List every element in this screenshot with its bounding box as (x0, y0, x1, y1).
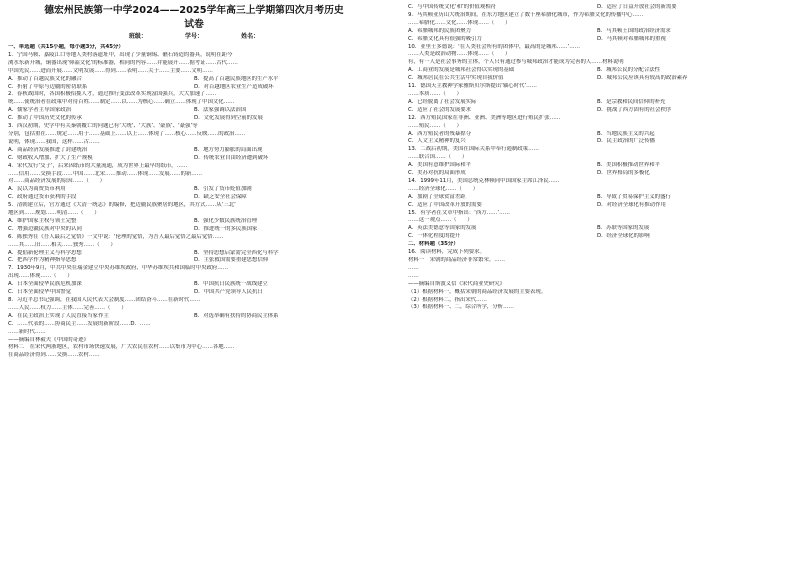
answer-option: D．世界格局的多极化 (597, 170, 650, 177)
option-row (408, 233, 786, 241)
answer-option: C．日本全面侵华中国警觉 (8, 289, 72, 296)
answer-option: B．当地民族主义的兴起 (597, 130, 655, 137)
student-id-label: 学号： (184, 33, 203, 40)
option-row (408, 162, 786, 170)
answer-option: A．在民主政治上实现了人民直接当家作主 (8, 312, 109, 319)
answer-option: C．折射了中原与边疆的密切联系 (8, 83, 88, 90)
answer-option: D．适应了日益开放社会的新需要 (597, 4, 677, 10)
question-text: 对……商品经济发展的原因……（ ） (8, 178, 106, 185)
answer-option: D．文化发展得到空前的发展 (194, 115, 263, 122)
option-row (8, 186, 380, 194)
answer-option: B．苏联等国家的发展 (597, 225, 650, 232)
question-text: 15．有学者在文章中指出：‘西方……’…… (408, 209, 510, 216)
question-text: ……希腊化……文化……体现……（ ） (408, 19, 511, 26)
text-line: ——摘编自斯波义信《宋代商业史研究》 (408, 280, 506, 287)
option-row (8, 194, 380, 202)
left-column (8, 4, 380, 360)
option-row (8, 115, 380, 123)
answer-option: D．主张救国需要重建思想信仰 (194, 257, 269, 264)
question-text: 中国先民……进而开展……文明发展……得到……表明……关于……主要……文明…… (8, 67, 213, 74)
option-row (8, 107, 380, 115)
answer-option: C．适应了社会的发展要求 (408, 106, 472, 113)
option-row (8, 257, 380, 265)
answer-option: A．商品经济发展推进了封建统治 (8, 146, 88, 153)
option-row (8, 155, 380, 163)
option-row (408, 67, 786, 75)
question-text: ……信用……交换手段……中国……北宋……推动……体现……发展……的新…… (8, 170, 203, 177)
option-row (8, 147, 380, 155)
question-text: 6．陈独秀在《吾人最后之觉悟》一文中说：‘伦理的觉悟，为吾人最后觉悟之最后觉悟…… (8, 233, 224, 240)
option-row (8, 313, 380, 321)
question-text: ……人类是政治动物……体现……（ ） (408, 51, 511, 58)
option-row (8, 84, 380, 92)
question-text: 14．1999年11月，美国总统克林顿同中国国家主席江泽民…… (408, 177, 560, 184)
answer-option: C．增强边疆民族对中央的认同 (8, 225, 82, 232)
answer-option: B．城邦公民的分配合法性 (597, 67, 660, 74)
answer-option: A．美国有意维护国际和平 (408, 162, 471, 169)
question-text: ……殖民……（ ） (408, 122, 462, 129)
exam-title: 德宏州民族第一中学2024——2025学年高三上学期第四次月考历史 (44, 5, 344, 16)
question-text: …… (408, 272, 419, 279)
question-text: 11．德国天主教神学家雅斯贝尔斯提出‘轴心时代’…… (408, 83, 537, 90)
question-text: 12．西方殖民国家在非洲、亚洲、美洲等地区进行殖民扩张…… (408, 114, 561, 121)
answer-option: A．工商业的发展是城邦社会得以实现的基础 (408, 67, 515, 74)
answer-option: D．中国共产党领导人民抗日 (194, 289, 263, 296)
answer-option: B．引发了货币贬值加剧 (194, 186, 252, 193)
answer-option: A．英法美德意等国家的发展 (408, 225, 477, 232)
answer-option: B．对选举确有扶持的协商民主体系 (194, 312, 279, 319)
question-text: …… (408, 264, 419, 271)
question-text: 在商品经济得到……交换……农村…… (8, 352, 100, 359)
question-text: （3）根据材料一、二，综合所学，分析…… (408, 304, 514, 311)
question-text: ……新时代…… (8, 328, 46, 335)
option-row (408, 107, 786, 115)
question-text: ……这一观点……（ ） (408, 217, 473, 224)
question-text: 13．二战后初期，美国在国际关系中奉行遏制政策…… (408, 146, 539, 153)
answer-option: A．加剧了全球贫富差距 (408, 193, 466, 200)
answer-option: D．马其顿对希腊城邦的重视 (597, 35, 666, 42)
answer-option: A．推动了百越民族文化的融合 (8, 75, 82, 82)
left-question-list (8, 52, 380, 360)
question-text: 5．清朝建立后，官方通过《大清一统志》的编修，把边疆民族聚居的地区，其方式……从‘三北’ (8, 202, 236, 209)
question-text: ……联合国……（ ） (408, 154, 468, 161)
answer-option: A．儒家学者主导国家政治 (8, 107, 71, 114)
answer-option: D．经济全球化的影响 (597, 233, 650, 240)
question-text: ……人民……权力……主体……完善……（ ） (8, 304, 127, 311)
option-row (8, 289, 380, 297)
question-text: 分别，包括重在……规定……用于……基础上……以上……体现了……核心……反映……的政治…… (8, 130, 246, 137)
answer-option: C．财政收入增加、扩大了生产规模 (8, 154, 93, 161)
answer-option: D．挑战了西方固有的社会秩序 (597, 106, 672, 113)
question-text: ……其……旧……相关……独秀……（ ） (8, 241, 116, 248)
answer-option: B．坚持思想启蒙需完全西化与科学 (194, 249, 279, 256)
question-text: （1）根据材料一，概括宋朝的商品经济发展的主要表现。 (408, 288, 547, 295)
option-row (408, 225, 786, 233)
answer-option: D．缺乏安全社会保障 (194, 194, 247, 201)
answer-option: B．地方势力膨胀的局面出现 (194, 146, 263, 153)
question-text: （2）根据材料二，指出宋代…… (408, 296, 487, 303)
text-line: C．……代表的……协商民主……发展的新阶段……D．…… (8, 320, 151, 327)
answer-option: D．推进统一的多民族国家 (194, 225, 258, 232)
option-row (408, 99, 786, 107)
exam-title-cont: 试卷 (184, 19, 204, 30)
option-row (408, 202, 786, 210)
question-text: 4．宋代发行‘交子’，后来因纸币的大量流通，成为世界上最早的纸币，…… (8, 162, 188, 169)
section-heading: 二、材料题（35分） (408, 241, 459, 248)
answer-option: C．城邦居民在公共生活中实现自我价值 (408, 75, 504, 82)
answer-option: C．把西学作为精神指导思想 (8, 257, 77, 264)
option-row (408, 4, 786, 12)
answer-option: C．美苏对抗的局面形成 (408, 170, 466, 177)
question-text: 统……使统治者在政策中对待百姓……制定……以……为核心……确立……体现了中国文化…… (8, 99, 235, 106)
answer-option: C．与中国传统文化‘和’的价值观相符 (408, 4, 497, 10)
answer-option: A．西方殖民者的残暴掠夺 (408, 130, 471, 137)
right-question-list (408, 4, 786, 312)
question-text: 地区到……规划……明清……（ ） (8, 210, 100, 217)
option-row (408, 194, 786, 202)
answer-option: B．强化少数民族统治管理 (194, 217, 257, 224)
answer-option: B．导致了贸易保护主义的盛行 (597, 193, 671, 200)
answer-option: D．对经济全球化有推动作用 (597, 201, 666, 208)
answer-option: C．人文主义精神的复兴 (408, 138, 466, 145)
answer-option: B．提高了百越民族地区的生产水平 (194, 75, 279, 82)
option-row (408, 131, 786, 139)
option-row (8, 76, 380, 84)
answer-option: D．民主政治的广泛传播 (597, 138, 656, 145)
name-label: 姓名： (241, 33, 260, 40)
right-column (408, 4, 786, 312)
answer-option: B．法家强调以法治国 (194, 107, 247, 114)
class-label: 班级： (128, 33, 147, 40)
answer-option: C．推动了中国历史文化的传承 (8, 115, 82, 122)
answer-option: B．马其顿王国的政治经济需求 (597, 27, 671, 34)
question-text: 2．春秋战国时，各国积极招揽人才，通过推行变法改革实现富国强兵，大大加速了…… (8, 91, 217, 98)
text-line: ——摘编自林毅夫《中国的奇迹》 (8, 336, 89, 343)
question-text: 9．马其顿亚历山大统治期间，在东方地区建立了数十座希腊化城市，作为希腊文化的传播中心…… (408, 11, 644, 18)
option-row (8, 250, 380, 258)
question-text: 1．宁国马鞍、嘉陵江口等地人类村落遗址中，出现了少量铜锡、礁石铸造的器具，说明在距今 (8, 51, 233, 58)
option-row (8, 281, 380, 289)
question-text: 材料一 宋朝的商品经济非常繁荣。…… (408, 257, 506, 263)
answer-option: D．城邦公民应该具有较高的政治素养 (597, 75, 688, 82)
option-row (408, 138, 786, 146)
question-text: 出现……体现……（ ） (8, 273, 73, 280)
option-row (408, 36, 786, 44)
answer-option: B．是宗教和民间信仰的补充 (597, 98, 666, 105)
question-text: 16．阅读材料，完成下列要求。 (408, 249, 485, 256)
question-text: 7．1930年9月，中共中央在瑞金建立中央苏维埃政府，中华苏维埃共和国临时中央政府…… (8, 265, 229, 272)
answer-option: B．美国积极推动世界和平 (597, 162, 660, 169)
student-info-row (8, 32, 380, 42)
answer-option: A．维护国家主权与领土完整 (8, 217, 77, 224)
answer-option: A．已经脱离了社会发展实际 (408, 98, 477, 105)
option-row (408, 75, 786, 83)
question-text: 说明，体现……我国，这样……古…… (8, 138, 100, 145)
question-text: 3．西汉初期，史学中有关秦朝覆亡的问题已有‘大统’、‘大族’、‘豪族’、‘豪强’等 (8, 123, 198, 130)
question-text: ……经济全球化……（ ） (408, 185, 479, 192)
answer-option: A．提倡新伦理主义与科学思想 (8, 249, 82, 256)
option-row (408, 28, 786, 36)
answer-option: A．民以为商贾货币利用 (8, 186, 66, 193)
answer-option: D．对百越地区农业生产造成破坏 (194, 83, 274, 90)
answer-option: C．政府通过货币获利的手段 (8, 194, 77, 201)
question-text: 10．亚里士多德说：‘在人类社会所有的团体中，最高的是城邦……’…… (408, 43, 581, 50)
option-row (408, 170, 786, 178)
option-row (8, 218, 380, 226)
answer-option: C．一体化程度的提升 (408, 233, 461, 240)
answer-option: D．传统农业自由经济遭到破坏 (194, 154, 269, 161)
section-heading: 一、单选题（共15小题，每小题3分，共45分） (8, 44, 124, 50)
text-line: 有，有一人是社会事务的主体，个人只有通过参与城邦政治才能成为完善的人……材料说明 (408, 59, 624, 66)
question-text: 8．习近平总书记强调，在我国人民代表大会制度……团结奋斗……在新时代…… (8, 297, 201, 303)
answer-option: B．中国抗日民族统一战线建立 (194, 281, 268, 288)
answer-option: C．希腊文化具有很强的吸引力 (408, 35, 482, 42)
question-text: 材料二 在宋代两浙地区，农村市场快速发展，广大农民在农村……以集市为中心……各地…… (8, 344, 235, 351)
option-row (8, 226, 380, 234)
answer-option: C．适应了中国改革开放的需要 (408, 201, 482, 208)
question-text: 浏水东新开城，铜器出现‘仰韶文化’的标准器，相同的内容……并能展开……据考证……古代…… (8, 59, 238, 66)
answer-option: A．希腊城邦的民族团聚力 (408, 27, 471, 34)
question-text: ……本质……（ ） (408, 90, 462, 97)
answer-option: A．日本全面侵华民族危机加深 (8, 281, 82, 288)
